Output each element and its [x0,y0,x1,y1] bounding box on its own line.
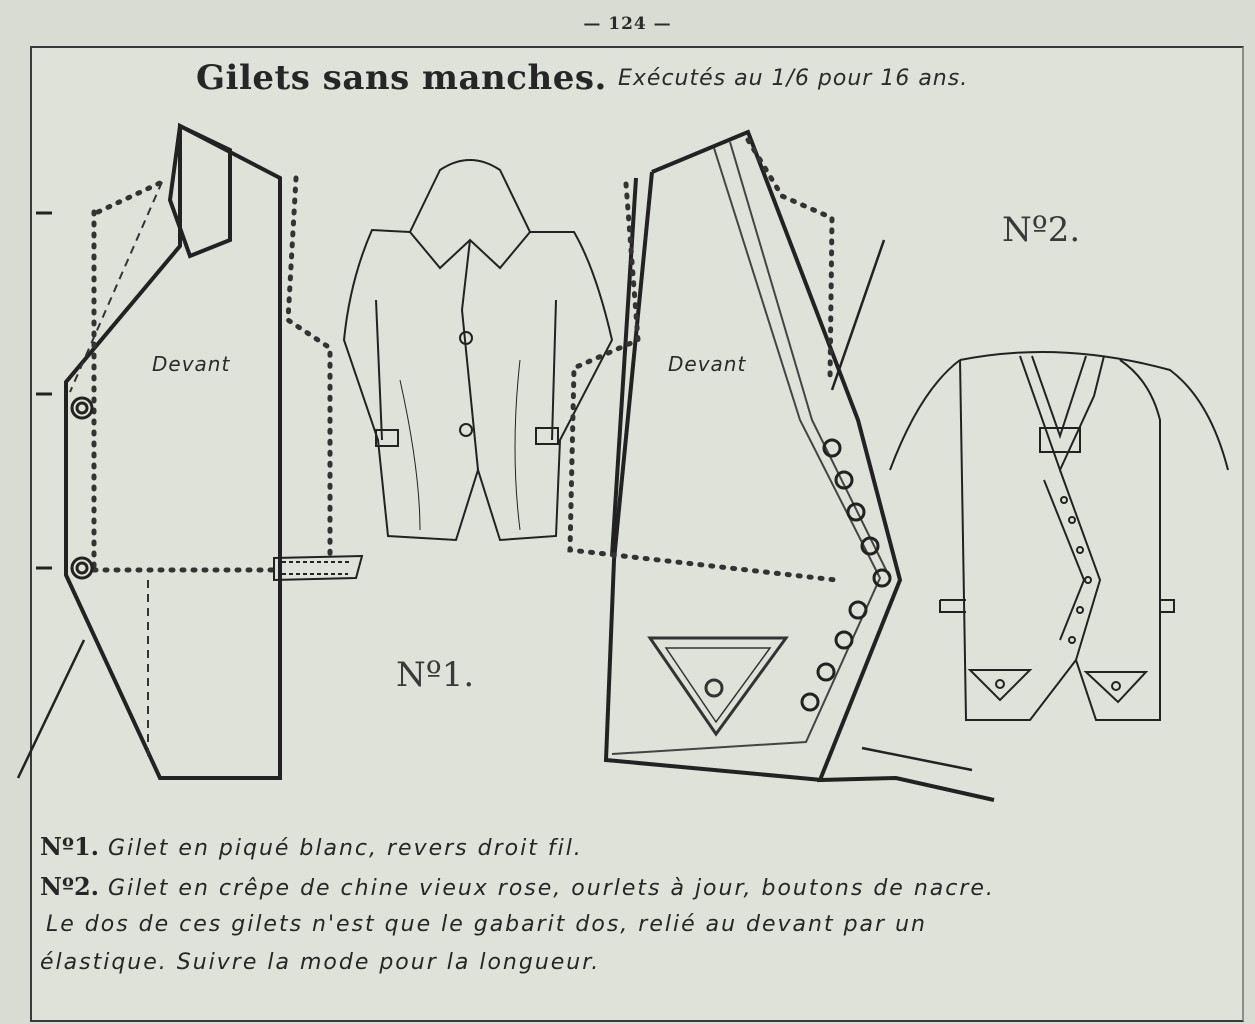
pattern-1-edge-lines [18,640,84,778]
caption-1-text: Gilet en piqué blanc, revers droit fil. [108,836,583,861]
elastic-tab [274,556,362,580]
pattern-1-construction [70,182,162,760]
pattern-2-front [606,132,994,800]
caption-2-number: Nº2. [40,872,99,901]
page-title: Gilets sans manches. [196,58,607,98]
caption-1-number: Nº1. [40,832,99,861]
pattern-1-front [66,126,280,778]
caption-line-2 [40,872,995,901]
pattern-2-inner-line [612,142,890,754]
caption-line-3: Le dos de ces gilets n'est que le gabarit dos, relié au devant par un [46,912,927,937]
garment-2 [890,352,1228,720]
figure-1-label: Nº1. [396,655,475,695]
side-ticks [36,213,52,568]
caption-line-1 [40,832,583,861]
page-subtitle: Exécutés au 1/6 pour 16 ans. [618,66,969,91]
pattern-2-buttons [802,440,890,710]
page-number: — 124 — [583,14,672,34]
caption-line-4: élastique. Suivre la mode pour la longueur. [40,950,601,975]
figure-2-label: Nº2. [1002,210,1081,250]
pattern-2-pocket [650,638,786,734]
pattern-2-devant-label: Devant [668,352,747,376]
caption-2-text: Gilet en crêpe de chine vieux rose, ourlets à jour, boutons de nacre. [108,876,995,901]
pattern-1-devant-label: Devant [152,352,231,376]
pattern-1-buttons [72,398,92,578]
